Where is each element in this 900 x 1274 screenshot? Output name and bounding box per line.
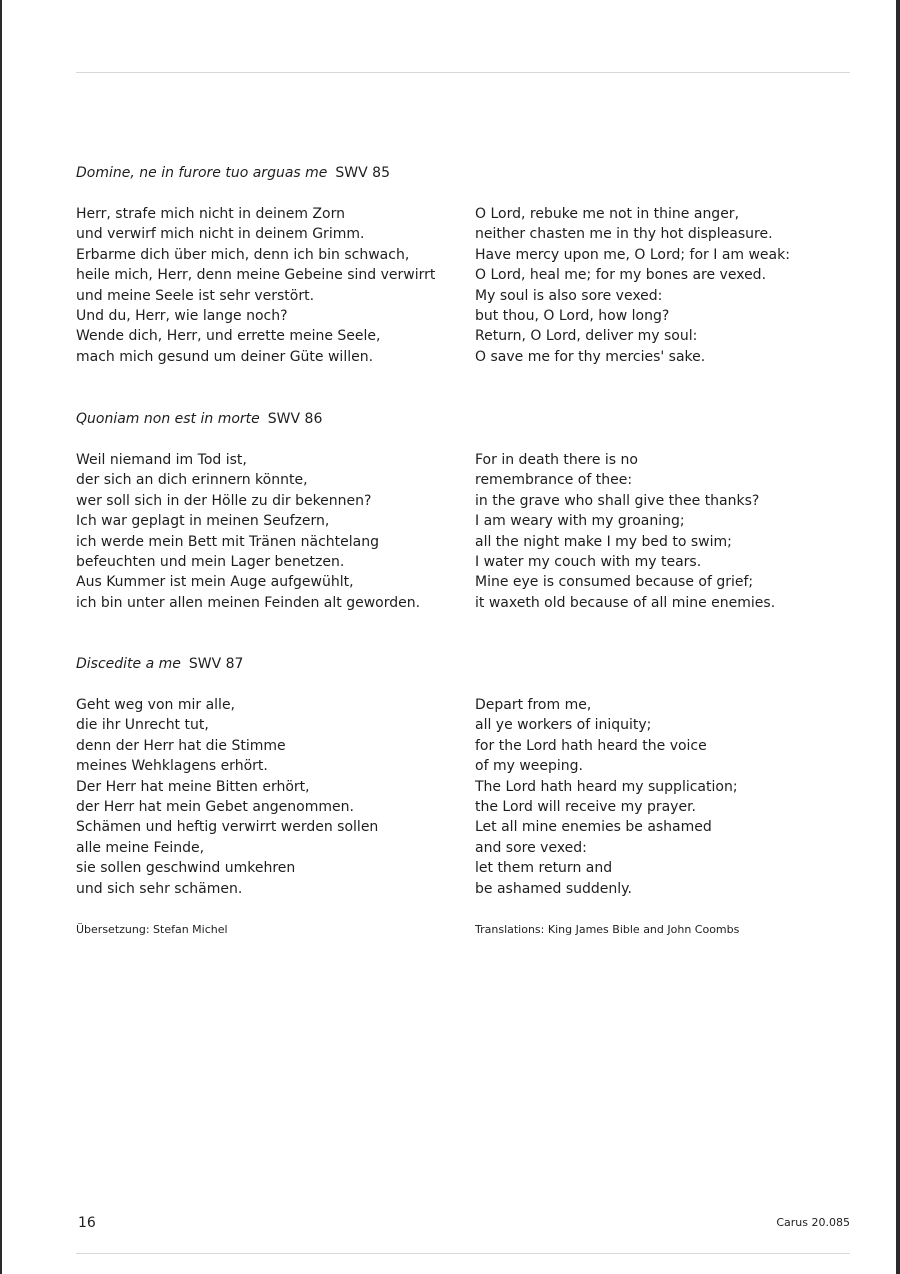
verse-line: of my weeping. (475, 758, 583, 775)
verse-line: let them return and (475, 860, 613, 877)
english-verse-swv85 (475, 204, 855, 367)
verse-line: Schämen und heftig verwirrt werden sollen (76, 819, 379, 836)
verse-line: Have mercy upon me, O Lord; for I am weak: (475, 246, 790, 263)
verse-line: mach mich gesund um deiner Güte willen. (76, 348, 374, 365)
verse-line: Wende dich, Herr, und errette meine Seele, (76, 328, 381, 345)
verse-line: O save me for thy mercies' sake. (475, 348, 706, 365)
verse-line: alle meine Feinde, (76, 839, 205, 856)
verse-line: neither chasten me in thy hot displeasure. (475, 226, 773, 243)
section-title-swv85 (76, 163, 390, 183)
english-verse-swv87 (475, 695, 855, 899)
verse-line: der Herr hat mein Gebet angenommen. (76, 799, 354, 816)
verse-line: Mine eye is consumed because of grief; (475, 574, 754, 591)
verse-line: it waxeth old because of all mine enemies. (475, 594, 776, 611)
verse-line: Return, O Lord, deliver my soul: (475, 328, 698, 345)
top-rule (76, 72, 850, 73)
bottom-rule (76, 1253, 850, 1254)
verse-line: sie sollen geschwind umkehren (76, 860, 296, 877)
catalog-number: Carus 20.085 (776, 1216, 850, 1229)
latin-title: Quoniam non est in morte (76, 411, 260, 427)
verse-line: die ihr Unrecht tut, (76, 717, 209, 734)
verse-line: for the Lord hath heard the voice (475, 737, 707, 754)
verse-line: My soul is also sore vexed: (475, 287, 663, 304)
verse-line: und verwirf mich nicht in deinem Grimm. (76, 226, 365, 243)
german-verse-swv85 (76, 204, 456, 367)
verse-line: befeuchten und mein Lager benetzen. (76, 554, 345, 571)
verse-line: Ich war geplagt in meinen Seufzern, (76, 513, 330, 530)
english-verse-swv86 (475, 450, 855, 613)
verse-line: in the grave who shall give thee thanks? (475, 492, 760, 509)
verse-line: O Lord, heal me; for my bones are vexed. (475, 267, 767, 284)
verse-line: all ye workers of iniquity; (475, 717, 652, 734)
verse-line: heile mich, Herr, denn meine Gebeine sind verwirrt (76, 267, 436, 284)
document-page (2, 0, 896, 1274)
german-translation-credit: Übersetzung: Stefan Michel (76, 923, 228, 936)
page-number: 16 (78, 1215, 96, 1231)
section-title-swv86 (76, 409, 322, 429)
latin-title: Discedite a me (76, 656, 181, 672)
verse-line: and sore vexed: (475, 839, 587, 856)
verse-line: wer soll sich in der Hölle zu dir bekennen? (76, 492, 372, 509)
english-translation-credit: Translations: King James Bible and John Coombs (475, 923, 740, 936)
verse-line: For in death there is no (475, 452, 638, 468)
verse-line: und meine Seele ist sehr verstört. (76, 287, 315, 304)
verse-line: Aus Kummer ist mein Auge aufgewühlt, (76, 574, 354, 591)
swv-number: SWV 86 (267, 411, 323, 427)
verse-line: but thou, O Lord, how long? (475, 308, 670, 325)
german-verse-swv86 (76, 450, 456, 613)
verse-line: I am weary with my groaning; (475, 513, 685, 530)
swv-number: SWV 85 (335, 165, 390, 181)
section-title-swv87 (76, 654, 243, 674)
verse-line: Let all mine enemies be ashamed (475, 819, 712, 836)
verse-line: meines Wehklagens erhört. (76, 758, 268, 775)
verse-line: Depart from me, (475, 697, 592, 713)
verse-line: ich werde mein Bett mit Tränen nächtelang (76, 533, 380, 550)
verse-line: Erbarme dich über mich, denn ich bin schwach, (76, 246, 410, 263)
verse-line: Der Herr hat meine Bitten erhört, (76, 778, 310, 795)
verse-line: Weil niemand im Tod ist, (76, 452, 247, 468)
verse-line: I water my couch with my tears. (475, 554, 702, 571)
verse-line: O Lord, rebuke me not in thine anger, (475, 206, 740, 222)
verse-line: ich bin unter allen meinen Feinden alt geworden. (76, 594, 421, 611)
verse-line: The Lord hath heard my supplication; (475, 778, 738, 795)
verse-line: denn der Herr hat die Stimme (76, 737, 286, 754)
verse-line: Herr, strafe mich nicht in deinem Zorn (76, 206, 345, 222)
verse-line: all the night make I my bed to swim; (475, 533, 732, 550)
verse-line: remembrance of thee: (475, 472, 633, 489)
verse-line: be ashamed suddenly. (475, 880, 632, 897)
verse-line: Und du, Herr, wie lange noch? (76, 308, 288, 325)
verse-line: Geht weg von mir alle, (76, 697, 236, 713)
german-verse-swv87 (76, 695, 456, 899)
verse-line: und sich sehr schämen. (76, 880, 243, 897)
verse-line: der sich an dich erinnern könnte, (76, 472, 308, 489)
latin-title: Domine, ne in furore tuo arguas me (76, 165, 328, 181)
swv-number: SWV 87 (188, 656, 244, 672)
verse-line: the Lord will receive my prayer. (475, 799, 696, 816)
